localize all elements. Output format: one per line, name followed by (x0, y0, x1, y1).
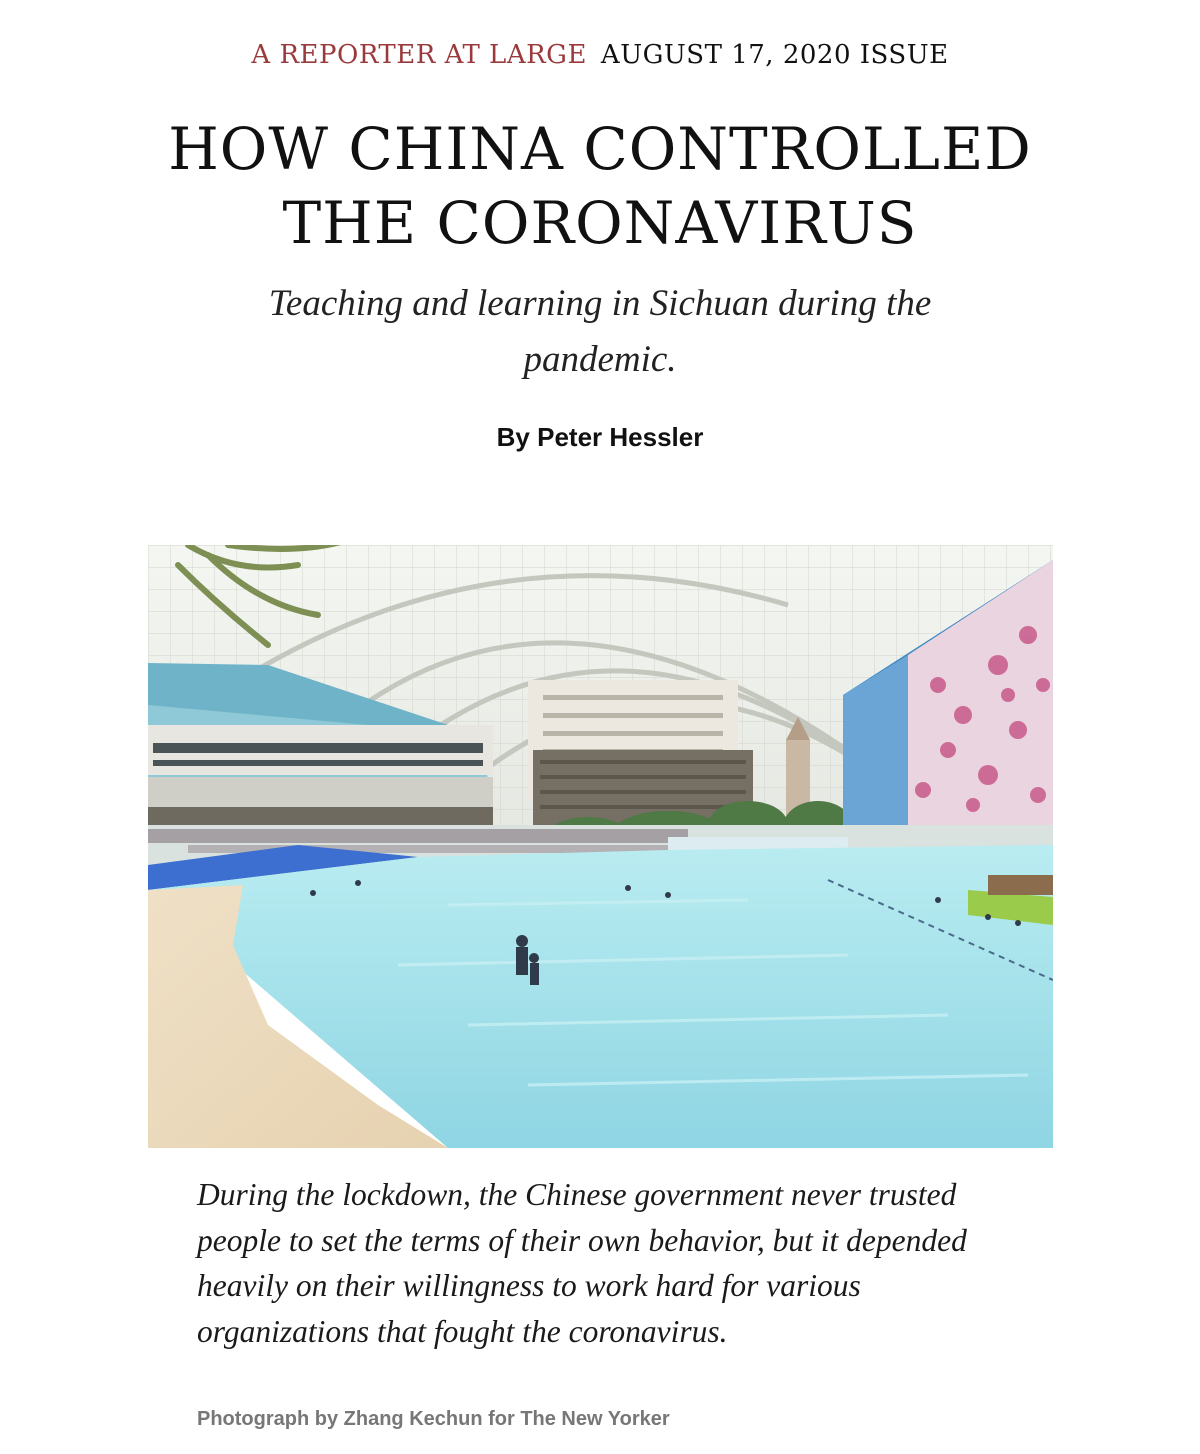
indoor-water-park-illustration (148, 545, 1053, 1148)
byline (0, 422, 1200, 453)
headline-line-1: HOW CHINA CONTROLLED (168, 115, 1032, 183)
headline-line-2: THE CORONAVIRUS (282, 189, 918, 257)
photo-credit: Photograph by Zhang Kechun for The New Yorker (197, 1408, 670, 1430)
photo-caption: During the lockdown, the Chinese government never trusted people to set the terms of their own behavior, but it depended heavily on their willingness to work hard for various organizations that fought the coronavirus. (197, 1177, 967, 1349)
byline-prefix: By (496, 422, 530, 452)
article-rubric (0, 40, 1200, 70)
article-headline (0, 112, 1200, 260)
lead-photo (148, 545, 1053, 1148)
article-dek: Teaching and learning in Sichuan during the pandemic. (268, 283, 932, 380)
section-link[interactable]: A REPORTER AT LARGE (251, 40, 587, 70)
issue-link[interactable]: AUGUST 17, 2020 ISSUE (600, 40, 949, 70)
author-link[interactable]: Peter Hessler (537, 422, 704, 452)
